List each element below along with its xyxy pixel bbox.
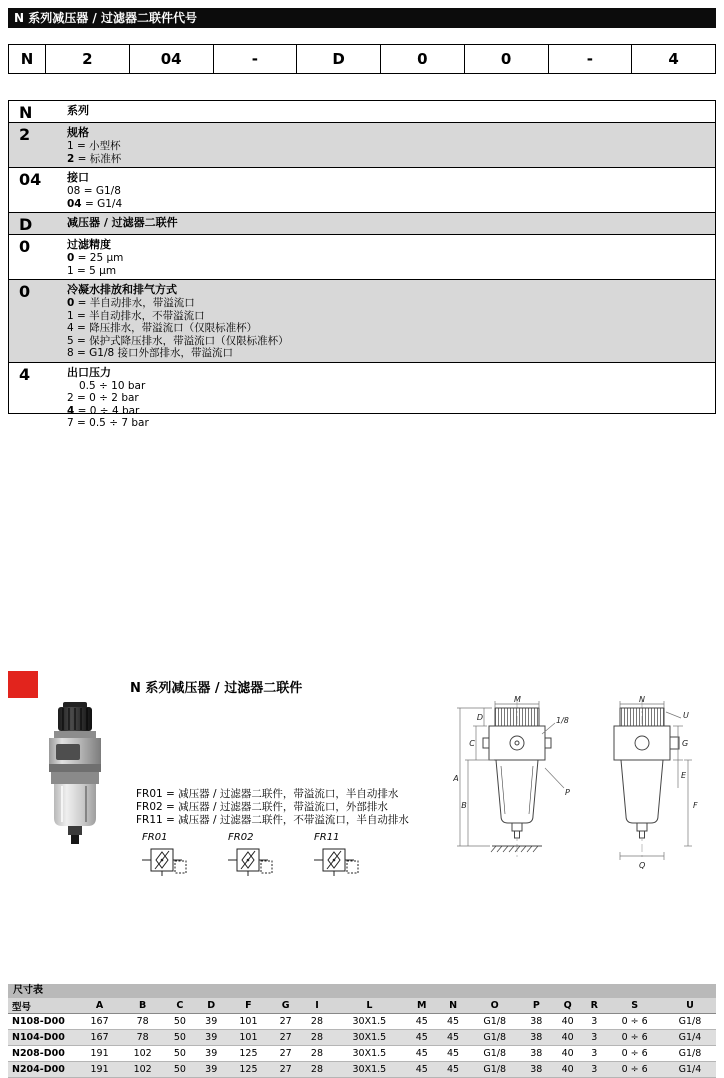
pneumatic-symbol <box>314 832 370 876</box>
value-cell: G1/8 <box>469 1062 521 1078</box>
value-cell: 40 <box>552 1062 583 1078</box>
column-header: C <box>164 998 195 1014</box>
code-option: 4 = 0 ÷ 4 bar <box>67 404 140 417</box>
model-cell: N108-D00 <box>8 1014 78 1030</box>
value-cell: 39 <box>196 1030 227 1046</box>
column-header: M <box>406 998 437 1014</box>
value-cell: G1/8 <box>664 1046 716 1062</box>
product-photo <box>36 702 114 847</box>
table-row <box>8 1014 716 1030</box>
code-value: D <box>19 215 33 234</box>
value-cell: 3 <box>583 1062 605 1078</box>
code-explanation-row <box>9 280 715 363</box>
column-header: R <box>583 998 605 1014</box>
value-cell: 102 <box>121 1046 164 1062</box>
column-header: G <box>270 998 301 1014</box>
value-cell: 78 <box>121 1030 164 1046</box>
code-cell: - <box>213 44 298 74</box>
column-header: A <box>78 998 121 1014</box>
value-cell: 40 <box>552 1030 583 1046</box>
code-cell: - <box>548 44 633 74</box>
column-header: D <box>196 998 227 1014</box>
code-cell: 0 <box>464 44 549 74</box>
page-title: N 系列减压器 / 过滤器二联件代号 <box>8 8 716 28</box>
pneumatic-symbol <box>228 832 284 876</box>
code-title: 系列 <box>67 104 89 117</box>
code-description <box>67 235 715 279</box>
dim-label-q: Q <box>639 861 646 870</box>
value-cell: 101 <box>227 1030 270 1046</box>
value-cell: 38 <box>521 1014 552 1030</box>
column-header: N <box>437 998 468 1014</box>
code-cell: 0 <box>380 44 465 74</box>
value-cell: G1/4 <box>664 1062 716 1078</box>
symbol-graphic <box>228 844 274 876</box>
symbol-graphic <box>314 844 360 876</box>
column-header: O <box>469 998 521 1014</box>
value-cell: 0 ÷ 6 <box>605 1014 664 1030</box>
column-header: S <box>605 998 664 1014</box>
code-value: 4 <box>19 364 31 384</box>
dim-label-port: 1/8 <box>556 716 569 725</box>
fr-description-line: FR11 = 减压器 / 过滤器二联件，不带溢流口，半自动排水 <box>136 814 409 826</box>
value-cell: 125 <box>227 1046 270 1062</box>
value-cell: 191 <box>78 1062 121 1078</box>
pneumatic-symbol <box>142 832 198 876</box>
code-option: 08 = G1/8 <box>67 185 121 197</box>
code-description <box>67 168 715 212</box>
value-cell: 3 <box>583 1046 605 1062</box>
dimension-table-caption: 尺寸表 <box>8 984 716 998</box>
value-cell: 50 <box>164 1030 195 1046</box>
symbol-label: FR02 <box>228 832 254 843</box>
table-row <box>8 1046 716 1062</box>
value-cell: 27 <box>270 1014 301 1030</box>
value-cell: 3 <box>583 1030 605 1046</box>
value-cell: 39 <box>196 1062 227 1078</box>
value-cell: 38 <box>521 1046 552 1062</box>
dimension-table-body <box>8 1014 716 1078</box>
value-cell: 40 <box>552 1014 583 1030</box>
code-option: 5 = 保护式降压排水，带溢流口（仅限标准杯） <box>67 334 289 347</box>
value-cell: 27 <box>270 1046 301 1062</box>
code-value: 0 <box>19 282 31 301</box>
code-value: 2 <box>19 125 31 144</box>
value-cell: G1/8 <box>469 1030 521 1046</box>
dim-label-d: D <box>476 713 484 722</box>
dim-label-g: G <box>682 739 689 748</box>
value-cell: 167 <box>78 1030 121 1046</box>
filter-bowl <box>54 784 96 826</box>
model-cell: N208-D00 <box>8 1046 78 1062</box>
value-cell: 30X1.5 <box>333 1062 406 1078</box>
value-cell: 45 <box>437 1046 468 1062</box>
value-cell: 30X1.5 <box>333 1030 406 1046</box>
table-row <box>8 1030 716 1046</box>
code-option: 4 = 降压排水，带溢流口（仅限标准杯） <box>67 322 258 334</box>
value-cell: 101 <box>227 1014 270 1030</box>
value-cell: 39 <box>196 1014 227 1030</box>
fr-description-line: FR01 = 减压器 / 过滤器二联件，带溢流口，半自动排水 <box>136 788 399 800</box>
dim-label-b: B <box>461 801 467 810</box>
value-cell: 45 <box>437 1062 468 1078</box>
code-title: 规格 <box>67 126 89 139</box>
column-header: 型号 <box>8 998 78 1014</box>
code-option: 2 = 标准杯 <box>67 152 122 165</box>
code-explanation-table <box>8 100 716 429</box>
value-cell: 40 <box>552 1046 583 1062</box>
value-cell: 45 <box>406 1030 437 1046</box>
table-row <box>8 1062 716 1078</box>
dim-label-e: E <box>681 771 687 780</box>
value-cell: G1/8 <box>664 1014 716 1030</box>
symbol-label: FR11 <box>314 832 340 843</box>
code-cell: D <box>296 44 381 74</box>
dimension-table-header-row <box>8 998 716 1014</box>
value-cell: 102 <box>121 1062 164 1078</box>
code-explanation-row <box>9 168 715 213</box>
dim-label-c: C <box>469 739 475 748</box>
code-option: 04 = G1/4 <box>67 197 123 210</box>
section-title: N 系列减压器 / 过滤器二联件 <box>130 681 303 696</box>
code-cell: N <box>8 44 46 74</box>
code-cell: 2 <box>45 44 130 74</box>
code-title: 减压器 / 过滤器二联件 <box>67 216 178 229</box>
code-description <box>67 363 715 432</box>
code-title: 过滤精度 <box>67 238 111 251</box>
value-cell: 39 <box>196 1046 227 1062</box>
code-title: 接口 <box>67 171 89 184</box>
value-cell: 0 ÷ 6 <box>605 1046 664 1062</box>
dim-label-p: P <box>565 788 570 797</box>
value-cell: 45 <box>437 1014 468 1030</box>
value-cell: 30X1.5 <box>333 1046 406 1062</box>
value-cell: 78 <box>121 1014 164 1030</box>
column-header: L <box>333 998 406 1014</box>
value-cell: 50 <box>164 1062 195 1078</box>
code-cell: 04 <box>129 44 214 74</box>
value-cell: 28 <box>301 1030 332 1046</box>
code-description <box>67 123 715 167</box>
symbol-graphic <box>142 844 188 876</box>
dimension-table <box>8 998 716 1078</box>
value-cell: 30X1.5 <box>333 1014 406 1030</box>
code-value: 04 <box>19 170 42 189</box>
fr-descriptions <box>136 788 409 827</box>
column-header: P <box>521 998 552 1014</box>
value-cell: G1/4 <box>664 1030 716 1046</box>
code-option: 1 = 半自动排水，不带溢流口 <box>67 309 205 322</box>
value-cell: 0 ÷ 6 <box>605 1062 664 1078</box>
value-cell: 45 <box>437 1030 468 1046</box>
value-cell: 45 <box>406 1014 437 1030</box>
column-header: U <box>664 998 716 1014</box>
dim-label-m: M <box>514 695 521 704</box>
value-cell: 28 <box>301 1014 332 1030</box>
code-explanation-row <box>9 363 715 432</box>
value-cell: 50 <box>164 1046 195 1062</box>
column-header: B <box>121 998 164 1014</box>
value-cell: 0 ÷ 6 <box>605 1030 664 1046</box>
code-option: 1 = 小型杯 <box>67 140 121 152</box>
code-value: N <box>19 103 33 122</box>
value-cell: 45 <box>406 1062 437 1078</box>
value-cell: G1/8 <box>469 1014 521 1030</box>
column-header: F <box>227 998 270 1014</box>
code-description <box>67 213 715 234</box>
model-cell: N104-D00 <box>8 1030 78 1046</box>
value-cell: 167 <box>78 1014 121 1030</box>
value-cell: G1/8 <box>469 1046 521 1062</box>
value-cell: 27 <box>270 1030 301 1046</box>
value-cell: 27 <box>270 1062 301 1078</box>
value-cell: 28 <box>301 1046 332 1062</box>
code-title: 冷凝水排放和排气方式 <box>67 283 177 296</box>
drain-valve <box>68 826 82 835</box>
dimension-drawing <box>452 696 714 896</box>
fr-description-line: FR02 = 减压器 / 过滤器二联件，带溢流口，外部排水 <box>136 801 388 813</box>
value-cell: 50 <box>164 1014 195 1030</box>
code-option: 7 = 0.5 ÷ 7 bar <box>67 417 149 429</box>
value-cell: 38 <box>521 1062 552 1078</box>
code-explanation-row <box>9 101 715 123</box>
dim-label-u: U <box>683 711 689 720</box>
filter-head <box>51 772 99 784</box>
code-explanation-row <box>9 123 715 168</box>
code-explanation-row <box>9 213 715 235</box>
dim-label-f: F <box>693 801 698 810</box>
symbol-label: FR01 <box>142 832 168 843</box>
dimension-table-container <box>8 998 716 1078</box>
code-description <box>67 280 715 362</box>
value-cell: 45 <box>406 1046 437 1062</box>
code-description <box>67 101 715 122</box>
dim-label-n: N <box>639 695 645 704</box>
code-option: 8 = G1/8 接口外部排水，带溢流口 <box>67 347 234 359</box>
column-header: Q <box>552 998 583 1014</box>
code-row <box>8 44 716 74</box>
code-title: 出口压力 <box>67 365 111 379</box>
code-option: 1 = 5 μm <box>67 264 117 277</box>
code-explanation-row <box>9 235 715 280</box>
section-marker <box>8 671 38 698</box>
value-cell: 3 <box>583 1014 605 1030</box>
code-option: 0 = 25 μm <box>67 252 124 264</box>
value-cell: 125 <box>227 1062 270 1078</box>
value-cell: 191 <box>78 1046 121 1062</box>
code-option: 2 = 0 ÷ 2 bar <box>67 392 139 404</box>
code-value: 0 <box>19 237 31 256</box>
value-cell: 38 <box>521 1030 552 1046</box>
code-option: 0 = 半自动排水，带溢流口 <box>67 297 195 309</box>
code-cell: 4 <box>631 44 716 74</box>
model-cell: N204-D00 <box>8 1062 78 1078</box>
code-option: 0.5 ÷ 10 bar <box>79 379 146 392</box>
column-header: I <box>301 998 332 1014</box>
dim-label-a: A <box>453 774 459 783</box>
symbols-row <box>142 832 370 876</box>
value-cell: 28 <box>301 1062 332 1078</box>
